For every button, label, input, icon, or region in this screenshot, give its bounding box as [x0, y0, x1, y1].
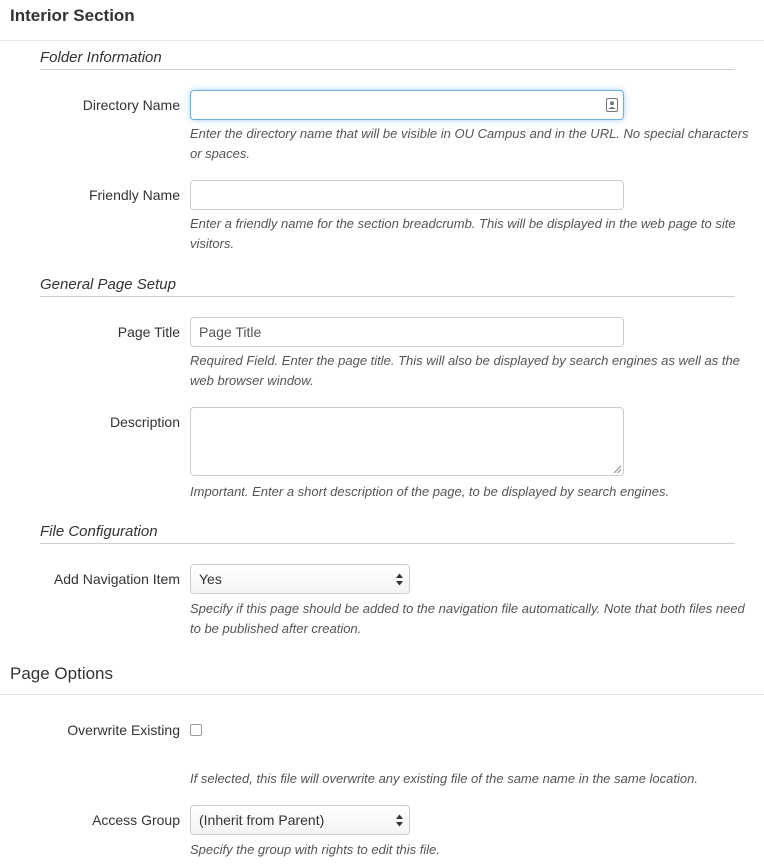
overwrite-existing-help: If selected, this file will overwrite any existing file of the same name in the same location. — [190, 771, 698, 786]
contact-card-icon[interactable] — [606, 98, 618, 112]
legend-divider — [40, 69, 735, 70]
updown-arrows-icon — [396, 573, 403, 586]
overwrite-existing-checkbox[interactable] — [190, 724, 202, 736]
directory-name-label: Directory Name — [82, 97, 180, 113]
friendly-name-help: Enter a friendly name for the section breadcrumb. This will be displayed in the web page to site visitors. — [190, 216, 736, 251]
friendly-name-input[interactable] — [190, 180, 624, 210]
add-navigation-item-select[interactable] — [190, 564, 410, 594]
resize-grip-icon[interactable] — [613, 465, 621, 473]
description-textarea[interactable] — [190, 407, 624, 476]
legend-general-page-setup: General Page Setup — [40, 276, 176, 293]
legend-file-configuration: File Configuration — [40, 523, 158, 540]
directory-name-input[interactable] — [190, 90, 624, 120]
page-options-heading: Page Options — [10, 664, 114, 683]
legend-folder-information: Folder Information — [40, 49, 162, 66]
page-options-divider — [0, 694, 764, 695]
friendly-name-label: Friendly Name — [88, 187, 180, 203]
title-divider — [0, 40, 764, 41]
add-navigation-item-label: Add Navigation Item — [53, 571, 180, 587]
access-group-value: (Inherit from Parent) — [199, 812, 325, 828]
access-group-help: Specify the group with rights to edit this file. — [190, 842, 441, 857]
page-title-label: Page Title — [117, 324, 180, 340]
legend-divider — [40, 543, 735, 544]
page-title-help: Required Field. Enter the page title. This will also be displayed by search engines as well as the web browser window. — [190, 353, 740, 388]
description-help: Important. Enter a short description of the page, to be displayed by search engines. — [190, 484, 670, 499]
page-title-input[interactable] — [190, 317, 624, 347]
access-group-select[interactable] — [190, 805, 410, 835]
add-navigation-item-help: Specify if this page should be added to the navigation file automatically. Note that both files need to be published after creation. — [190, 601, 745, 636]
directory-name-help: Enter the directory name that will be visible in OU Campus and in the URL. No special characters or spaces. — [190, 126, 749, 161]
access-group-label: Access Group — [92, 812, 180, 828]
page-title: Interior Section — [10, 6, 135, 25]
add-navigation-item-value: Yes — [199, 571, 222, 587]
legend-divider — [40, 296, 735, 297]
updown-arrows-icon — [396, 814, 403, 827]
page-title-value: Page Title — [199, 324, 262, 340]
description-label: Description — [109, 414, 180, 430]
overwrite-existing-label: Overwrite Existing — [67, 722, 180, 738]
